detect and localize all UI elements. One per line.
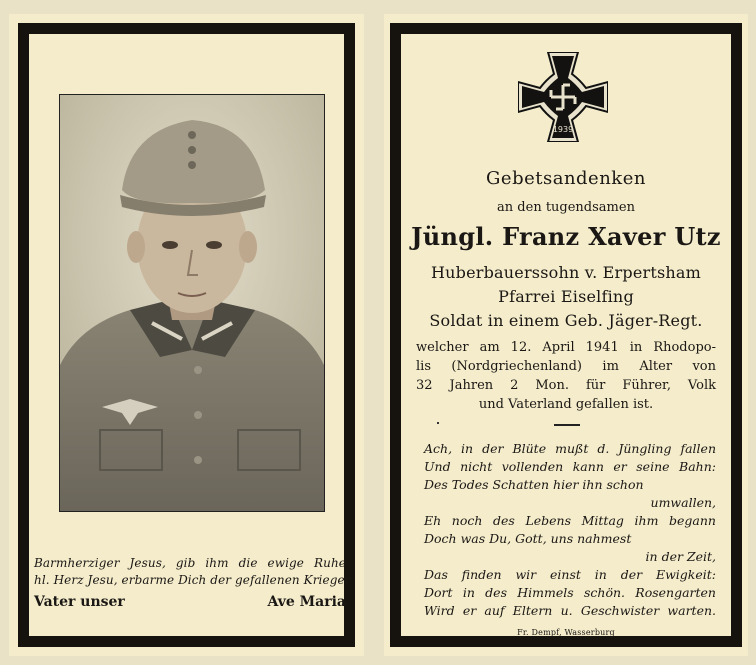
death-notice-line: 32 Jahren 2 Mon. für Führer, Volk [416, 378, 716, 393]
soldier-portrait-photo [59, 94, 325, 512]
poem-line: umwallen, [650, 495, 716, 510]
poem-line: in der Zeit, [645, 549, 716, 564]
prayer-closing-row [34, 594, 346, 610]
unit-line: Soldat in einem Geb. Jäger-Regt. [429, 311, 703, 330]
death-notice-line: lis (Nordgriechenland) im Alter von [416, 359, 716, 374]
poem-line: Dort in des Himmels schön. Rosengarten [424, 585, 716, 600]
death-notice-line: und Vaterland gefallen ist. [478, 397, 654, 412]
death-notice-line: welcher am 12. April 1941 in Rhodopo- [416, 340, 716, 355]
parish-line: Pfarrei Eiselfing [498, 287, 634, 306]
divider-dot [437, 422, 439, 424]
poem-line: Das finden wir einst in der Ewigkeit: [424, 567, 716, 582]
poem-line: Eh noch des Lebens Mittag ihm begann [424, 513, 716, 528]
memorial-poem [424, 440, 716, 620]
poem-line: Doch was Du, Gott, uns nahmest [424, 531, 632, 546]
printer-credit: Fr. Dempf, Wasserburg [517, 628, 615, 637]
prayer-vater-unser: Vater unser [34, 594, 125, 610]
deceased-name: Jüngl. Franz Xaver Utz [411, 222, 721, 251]
cross-year: 1939 [552, 125, 574, 134]
poem-line: Wird er auf Eltern u. Geschwister warten. [424, 603, 716, 618]
poem-line: Des Todes Schatten hier ihn schon [424, 477, 644, 492]
prayer-line-2: hl. Herz Jesu, erbarme Dich der gefallenen Krieger [34, 573, 351, 587]
subheading: an den tugendsamen [497, 200, 635, 215]
poem-line: Ach, in der Blüte mußt d. Jüngling fallen [424, 441, 716, 456]
heading-gebetsandenken: Gebetsandenken [486, 168, 646, 189]
divider-dash [554, 424, 580, 426]
iron-cross-icon [518, 52, 608, 142]
poem-line: Und nicht vollenden kann er seine Bahn: [424, 459, 716, 474]
prayer-ave-maria: Ave Maria [267, 594, 346, 610]
death-notice-text [416, 338, 716, 414]
prayer-line-1: Barmherziger Jesus, gib ihm die ewige Ruhe [34, 556, 346, 570]
origin-line: Huberbauerssohn v. Erpertsham [430, 263, 702, 282]
